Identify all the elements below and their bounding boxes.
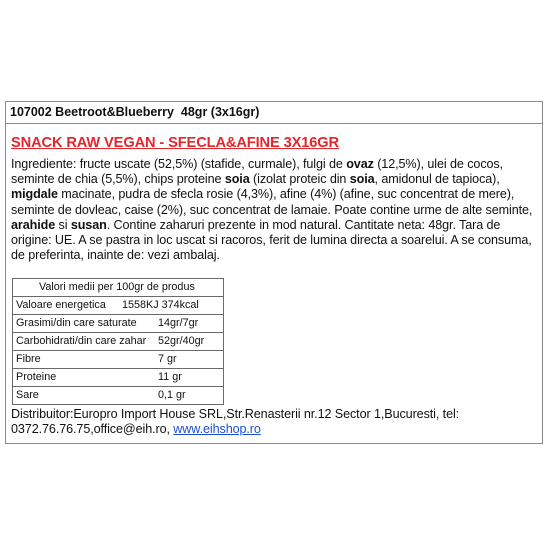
allergen-oats: ovaz [346, 157, 374, 171]
allergen-soy: soia [349, 172, 375, 187]
nutrition-row [13, 387, 223, 404]
nutrition-table-header: Valori medii per 100gr de produs [13, 279, 223, 297]
nutrition-label: Valoare energetica [16, 299, 106, 311]
nutrition-label: Grasimi/din care saturate [16, 317, 137, 329]
ingredients-part: (izolat proteic din [249, 172, 350, 187]
product-heading: SNACK RAW VEGAN - SFECLA&AFINE 3X16GR [11, 135, 339, 151]
nutrition-value: 52gr/40gr [158, 335, 205, 347]
allergen-soy: soia [224, 172, 250, 187]
product-label-card [5, 101, 543, 444]
product-title-row [6, 102, 542, 124]
nutrition-label: Sare [16, 389, 39, 401]
nutrition-value: 1558KJ 374kcal [122, 299, 199, 311]
distributor-info [11, 407, 541, 437]
nutrition-table [12, 278, 224, 405]
ingredients-part: Ingrediente: fructe uscate (52,5%) (stafide, curmale), fulgi de [11, 157, 347, 171]
nutrition-label: Fibre [16, 353, 41, 365]
nutrition-value: 14gr/7gr [158, 317, 199, 329]
nutrition-row [13, 369, 223, 387]
allergen-almonds: migdale [11, 187, 58, 202]
ingredients-part: . Contine zaharuri prezente in mod natural. Cantitate neta: 48gr. Tara de origine: UE. A se pastra in loc uscat si racoros, ferit de lumina directa a soarelui. A se consuma, de preferinta, inainte de: vezi ambalaj. [11, 217, 532, 263]
shop-link[interactable]: www.eihshop.ro [173, 422, 261, 437]
nutrition-row [13, 315, 223, 333]
distributor-text: Distribuitor:Europro Import House SRL,Str.Renasterii nr.12 Sector 1,Bucuresti, tel: 0372.76.76.75,office@eih.ro, [11, 407, 460, 437]
nutrition-value: 11 gr [158, 371, 182, 383]
nutrition-value: 7 gr [158, 353, 177, 365]
product-code-title: 107002 Beetroot&Blueberry 48gr (3x16gr) [10, 105, 260, 119]
allergen-peanuts: arahide [11, 217, 56, 232]
nutrition-row [13, 351, 223, 369]
allergen-sesame: susan [70, 217, 107, 232]
ingredients-part: (12,5%), ulei de cocos, seminte de chia (5,5%), chips proteine [11, 157, 504, 187]
ingredients-part: si [55, 217, 71, 232]
ingredients-text [11, 157, 541, 263]
nutrition-label: Carbohidrati/din care zahar [16, 335, 147, 347]
nutrition-row [13, 333, 223, 351]
ingredients-part: macinate, pudra de sfecla rosie (4,3%), afine (4%) (afine, suc concentrat de mere), seminte de dovleac, caise (2%), suc concentrat de lamaie. Poate contine urme de alte seminte, [11, 187, 533, 217]
ingredients-part: , amidonul de tapioca), [374, 172, 500, 187]
nutrition-value: 0,1 gr [158, 389, 186, 401]
nutrition-label: Proteine [16, 371, 57, 383]
nutrition-row [13, 297, 223, 315]
